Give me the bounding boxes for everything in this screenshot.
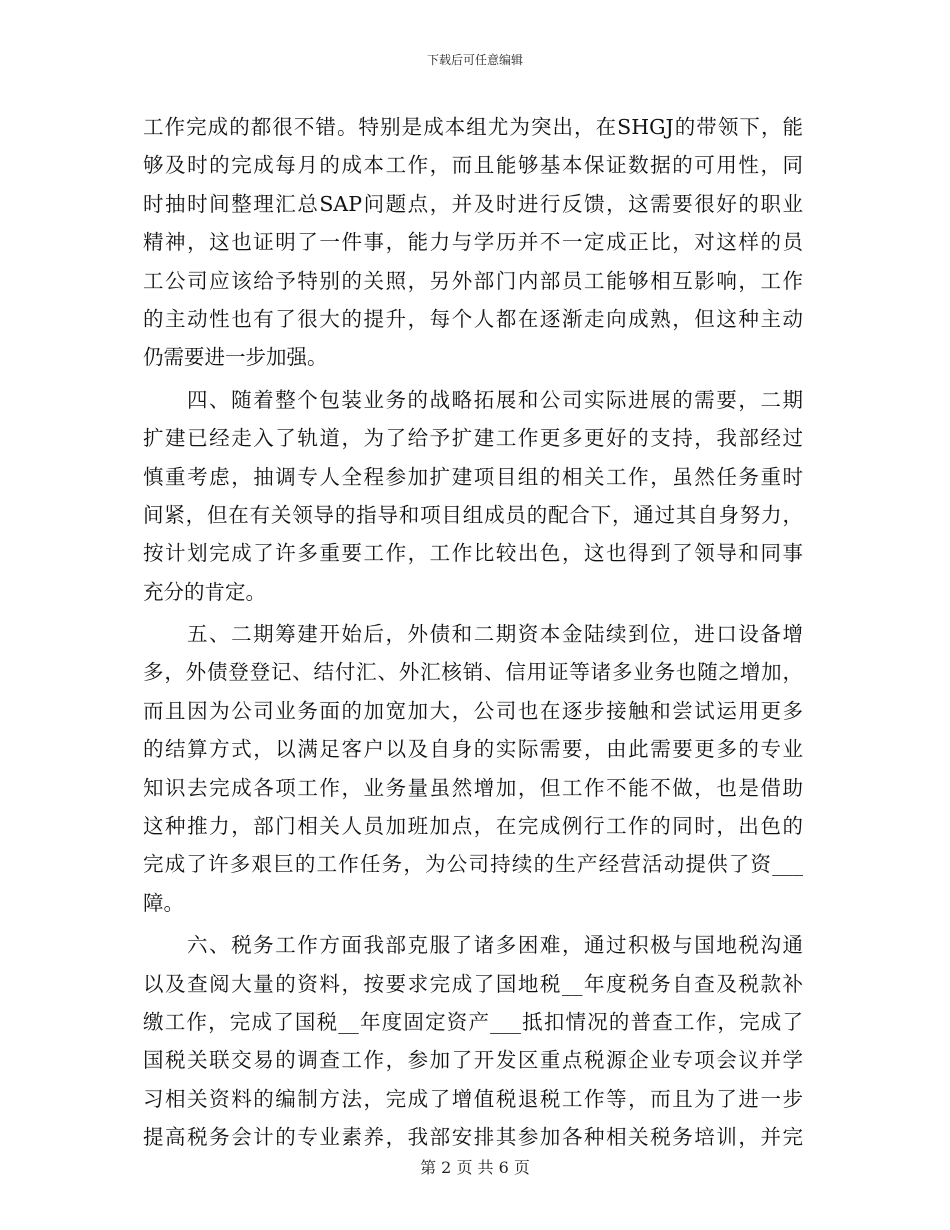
text-line: 缴工作，完成了国税__年度固定资产___抵扣情况的普查工作，完成了 [143, 1009, 803, 1034]
text-line: 按计划完成了许多重要工作，工作比较出色，这也得到了领导和同事 [143, 541, 803, 566]
text-line: 障。 [143, 890, 184, 915]
text-line: 精神，这也证明了一件事，能力与学历并不一定成正比，对这样的员 [143, 230, 803, 255]
page-footer: 第 2 页 共 6 页 [420, 1158, 530, 1177]
text-line: 工公司应该给予特别的关照，另外部门内部员工能够相互影响，工作 [143, 268, 803, 293]
text-line: 知识去完成各项工作，业务量虽然增加，但工作不能不做，也是借助 [143, 775, 803, 800]
text-line: 六、税务工作方面我部克服了诸多困难，通过积极与国地税沟通 [187, 933, 803, 958]
paragraph-five-phase-two [143, 615, 803, 922]
text-line: 仍需要进一步加强。 [143, 345, 328, 370]
text-line: 五、二期筹建开始后，外债和二期资本金陆续到位，进口设备增 [187, 622, 803, 647]
text-line: 充分的肯定。 [143, 579, 266, 604]
text-line: 四、随着整个包装业务的战略拓展和公司实际进展的需要，二期 [187, 387, 803, 412]
text-line: 够及时的完成每月的成本工作，而且能够基本保证数据的可用性，同 [143, 153, 803, 178]
text-line: 提高税务会计的专业素养，我部安排其参加各种相关税务培训，并完 [143, 1125, 803, 1150]
text-line: 扩建已经走入了轨道，为了给予扩建工作更多更好的支持，我部经过 [143, 426, 803, 451]
text-line: 而且因为公司业务面的加宽加大，公司也在逐步接触和尝试运用更多 [143, 698, 803, 723]
text-line: 间紧，但在有关领导的指导和项目组成员的配合下，通过其自身努力， [143, 502, 803, 527]
document-body [143, 108, 803, 1157]
text-line: 完成了许多艰巨的工作任务，为公司持续的生产经营活动提供了资___ [143, 852, 803, 877]
text-line: 时抽时间整理汇总SAP问题点，并及时进行反馈，这需要很好的职业 [143, 191, 803, 216]
text-line: 多，外债登登记、结付汇、外汇核销、信用证等诸多业务也随之增加， [143, 660, 803, 685]
text-line: 工作完成的都很不错。特别是成本组尤为突出，在SHGJ的带领下，能 [143, 115, 803, 139]
text-line: 的结算方式，以满足客户以及自身的实际需要，由此需要更多的专业 [143, 737, 803, 762]
paragraph-staff-performance [143, 108, 803, 377]
text-line: 慎重考虑，抽调专人全程参加扩建项目组的相关工作，虽然任务重时 [143, 464, 803, 489]
paragraph-six-tax-work [143, 926, 803, 1156]
text-line: 以及查阅大量的资料，按要求完成了国地税__年度税务自查及税款补 [143, 971, 803, 996]
text-line: 的主动性也有了很大的提升，每个人都在逐渐走向成熟，但这种主动 [143, 306, 803, 331]
page-header: 下载后可任意编辑 [426, 53, 523, 67]
paragraph-four-expansion [143, 381, 803, 611]
text-line: 国税关联交易的调查工作，参加了开发区重点税源企业专项会议并学 [143, 1048, 803, 1073]
text-line: 习相关资料的编制方法，完成了增值税退税工作等，而且为了进一步 [143, 1086, 803, 1111]
text-line: 这种推力，部门相关人员加班加点，在完成例行工作的同时，出色的 [143, 814, 803, 839]
